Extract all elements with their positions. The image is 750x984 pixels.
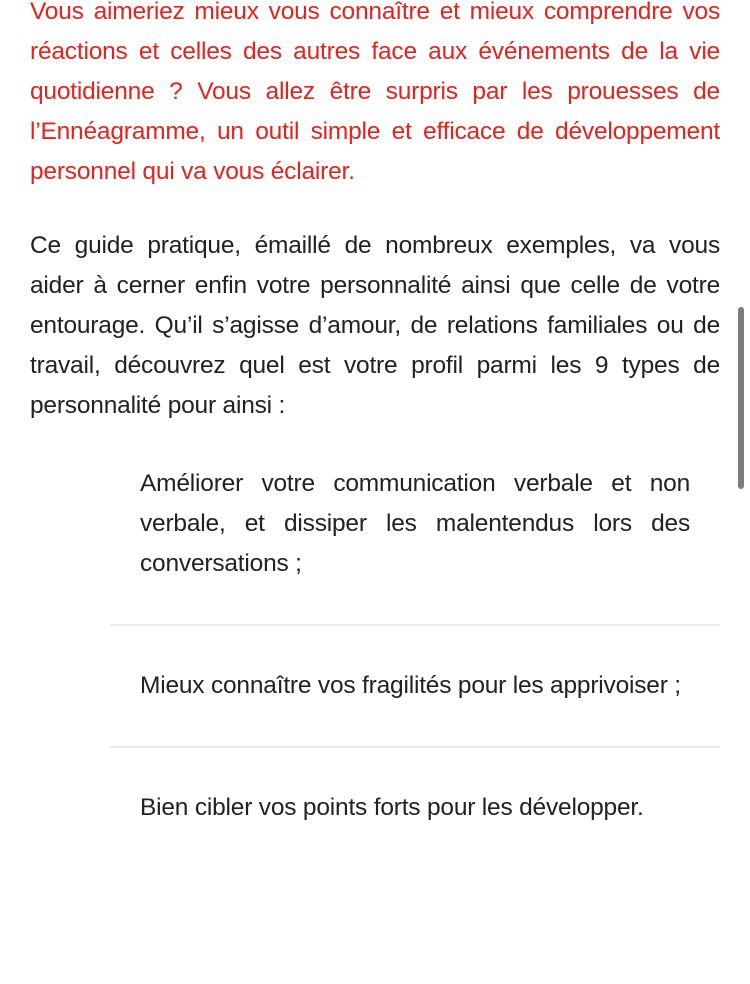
list-item [110,788,720,828]
list-item-text: Améliorer votre communication verbale et non verbale, et dissiper les malentendus lors des conversations ; [140,470,690,577]
body-paragraph: Ce guide pratique, émaillé de nombreux exemples, va vous aider à cerner enfin votre personnalité ainsi que celle de votre entourage. Qu’il s’agisse d’amour, de relations familiales ou de travail, découvrez quel est votre profil parmi les 9 types de personnalité pour ainsi : [30,232,720,419]
list-item [110,464,720,584]
vertical-scrollbar[interactable] [738,307,744,489]
list-item-text: Bien cibler vos points forts pour les développer. [140,794,644,821]
divider [110,624,720,626]
benefit-list [110,464,720,828]
document-content [30,0,720,828]
list-item [110,666,720,706]
list-item-text: Mieux connaître vos fragilités pour les apprivoiser ; [140,672,681,699]
intro-paragraph: Vous aimeriez mieux vous connaître et mieux comprendre vos réactions et celles des autres face aux événements de la vie quotidienne ? Vous allez être surpris par les prouesses de l’Ennéagramme, un outil simple et efficace de développement personnel qui va vous éclairer. [30,0,720,185]
divider [110,746,720,748]
